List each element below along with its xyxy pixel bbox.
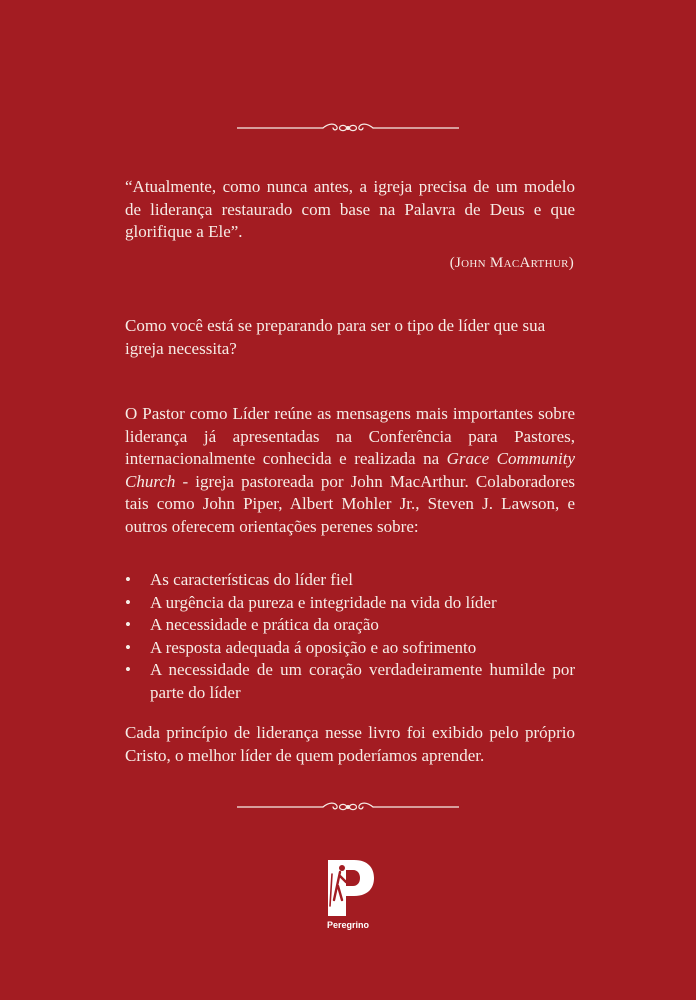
question-text: Como você está se preparando para ser o tipo de líder que sua igreja necessita? bbox=[125, 316, 546, 358]
list-item bbox=[125, 592, 575, 615]
list-item-text: A urgência da pureza e integridade na vida do líder bbox=[150, 592, 497, 612]
description-paragraph bbox=[125, 403, 575, 538]
publisher-name: Peregrino bbox=[326, 920, 369, 930]
list-item bbox=[125, 569, 575, 592]
bullet-icon: • bbox=[125, 592, 131, 612]
top-ornament-divider bbox=[237, 121, 459, 135]
church-name: Grace Community Church bbox=[125, 449, 575, 491]
topics-list bbox=[125, 569, 575, 704]
list-item-text: As características do líder fiel bbox=[150, 570, 353, 589]
list-item bbox=[125, 637, 575, 660]
description-text-end: - igreja pastoreada por John MacArthur. Colaboradores tais como John Piper, Albert Mohler Jr., Steven J. Lawson, e outros oferecem orientações perenes sobre: bbox=[125, 471, 575, 536]
description-text-start: O Pastor como Líder reúne as mensagens mais importantes sobre liderança já apresentadas na Conferência para Pastores, internacionalmente conhecida e realizada na bbox=[125, 404, 575, 468]
peregrino-logo-icon bbox=[320, 856, 376, 920]
bottom-ornament-divider bbox=[237, 800, 459, 814]
list-item bbox=[125, 659, 575, 704]
publisher-logo bbox=[320, 856, 376, 938]
list-item-text: A necessidade e prática da oração bbox=[150, 615, 379, 634]
list-item bbox=[125, 614, 575, 637]
bullet-icon: • bbox=[125, 637, 131, 657]
bullet-icon: • bbox=[125, 660, 131, 679]
bullet-icon: • bbox=[125, 570, 131, 589]
list-item-text: A resposta adequada á oposição e ao sofrimento bbox=[150, 637, 477, 657]
quote-attribution: (John MacArthur) bbox=[449, 255, 574, 271]
closing-paragraph: Cada princípio de liderança nesse livro foi exibido pelo próprio Cristo, o melhor líder de quem poderíamos aprender. bbox=[125, 723, 575, 765]
list-item-text: A necessidade de um coração verdadeiramente humilde por parte do líder bbox=[150, 660, 575, 702]
bullet-icon: • bbox=[125, 615, 131, 634]
quote-text: “Atualmente, como nunca antes, a igreja precisa de um modelo de liderança restaurado com base na Palavra de Deus e que glorifique a Ele”. bbox=[125, 177, 575, 241]
